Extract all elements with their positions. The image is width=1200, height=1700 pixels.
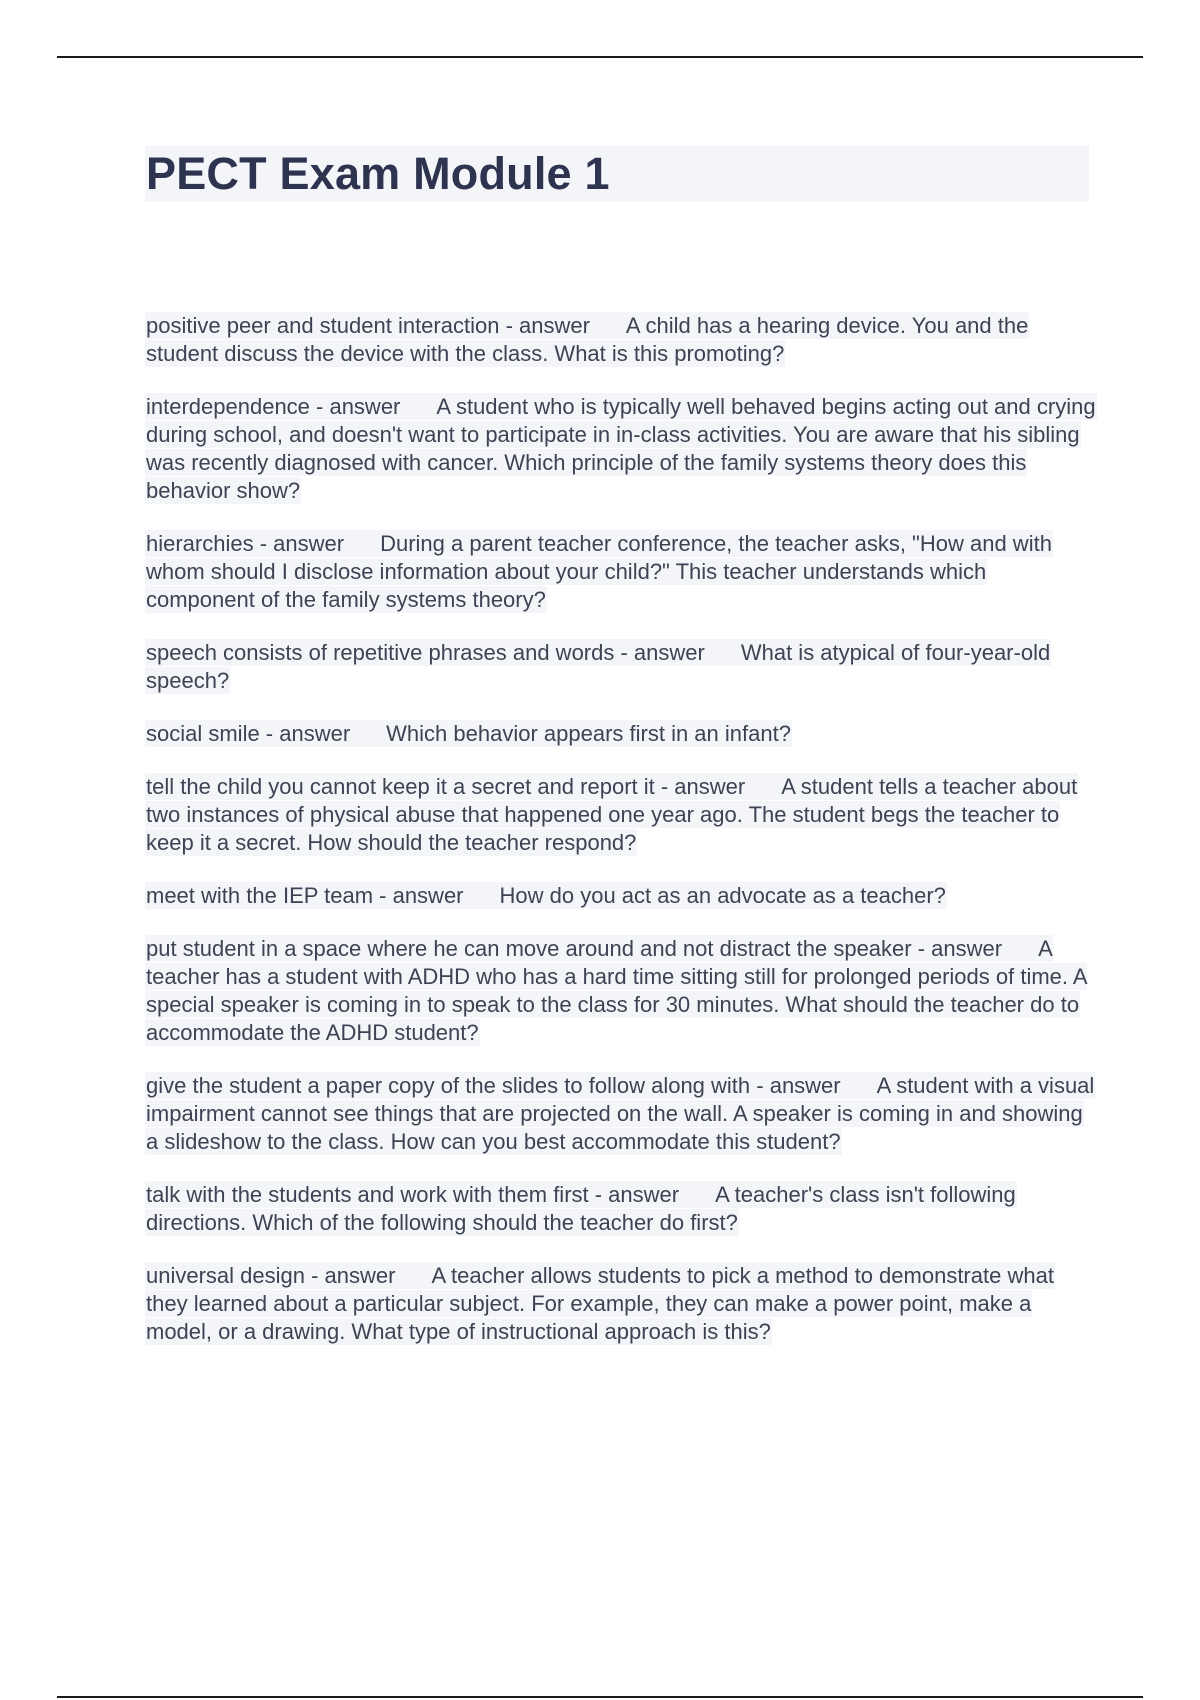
qa-answer: put student in a space where he can move around and not distract the speaker - answer bbox=[146, 936, 1003, 961]
qa-item bbox=[146, 530, 1096, 614]
qa-item bbox=[146, 935, 1096, 1047]
qa-question: A student who is typically well behaved begins acting out and crying during school, and doesn't want to participate in in-class activities. You are aware that his sibling was recently diagnosed with cancer. Which principle of the family systems theory does this behavior show? bbox=[146, 394, 1096, 503]
qa-answer: universal design - answer bbox=[146, 1263, 396, 1288]
qa-item bbox=[146, 773, 1096, 857]
qa-answer: speech consists of repetitive phrases and words - answer bbox=[146, 640, 705, 665]
qa-item bbox=[146, 1072, 1096, 1156]
qa-question: How do you act as an advocate as a teacher? bbox=[499, 883, 946, 908]
qa-item bbox=[146, 1262, 1096, 1346]
qa-question: A teacher has a student with ADHD who has a hard time sitting still for prolonged periods of time. A special speaker is coming in to speak to the class for 30 minutes. What should the teacher do to accommodate the ADHD student? bbox=[146, 936, 1087, 1045]
qa-answer: interdependence - answer bbox=[146, 394, 401, 419]
qa-question: A student tells a teacher about two instances of physical abuse that happened one year ago. The student begs the teacher to keep it a secret. How should the teacher respond? bbox=[146, 774, 1078, 855]
qa-item bbox=[146, 882, 1096, 910]
qa-item bbox=[146, 393, 1096, 505]
qa-item bbox=[146, 312, 1096, 368]
qa-item bbox=[146, 639, 1096, 695]
qa-answer: hierarchies - answer bbox=[146, 531, 345, 556]
qa-answer: talk with the students and work with them first - answer bbox=[146, 1182, 680, 1207]
qa-question: During a parent teacher conference, the teacher asks, "How and with whom should I disclose information about your child?" This teacher understands which component of the family systems theory? bbox=[146, 531, 1052, 612]
header-rule bbox=[57, 56, 1143, 58]
qa-question: A teacher allows students to pick a method to demonstrate what they learned about a particular subject. For example, they can make a power point, make a model, or a drawing. What type of instructional approach is this? bbox=[146, 1263, 1054, 1344]
qa-item bbox=[146, 720, 1096, 748]
qa-answer: tell the child you cannot keep it a secret and report it - answer bbox=[146, 774, 746, 799]
qa-question: A child has a hearing device. You and the student discuss the device with the class. What is this promoting? bbox=[146, 313, 1029, 366]
qa-question: What is atypical of four-year-old speech? bbox=[146, 640, 1051, 693]
qa-question: A teacher's class isn't following directions. Which of the following should the teacher do first? bbox=[146, 1182, 1016, 1235]
qa-answer: social smile - answer bbox=[146, 721, 351, 746]
qa-answer: positive peer and student interaction - answer bbox=[146, 313, 590, 338]
qa-answer: give the student a paper copy of the slides to follow along with - answer bbox=[146, 1073, 841, 1098]
footer-rule bbox=[57, 1696, 1143, 1698]
page-title: PECT Exam Module 1 bbox=[146, 148, 610, 199]
qa-answer: meet with the IEP team - answer bbox=[146, 883, 464, 908]
qa-question: Which behavior appears first in an infant? bbox=[386, 721, 791, 746]
qa-list bbox=[146, 312, 1096, 1371]
qa-item bbox=[146, 1181, 1096, 1237]
qa-question: A student with a visual impairment cannot see things that are projected on the wall. A speaker is coming in and showing a slideshow to the class. How can you best accommodate this student? bbox=[146, 1073, 1095, 1154]
